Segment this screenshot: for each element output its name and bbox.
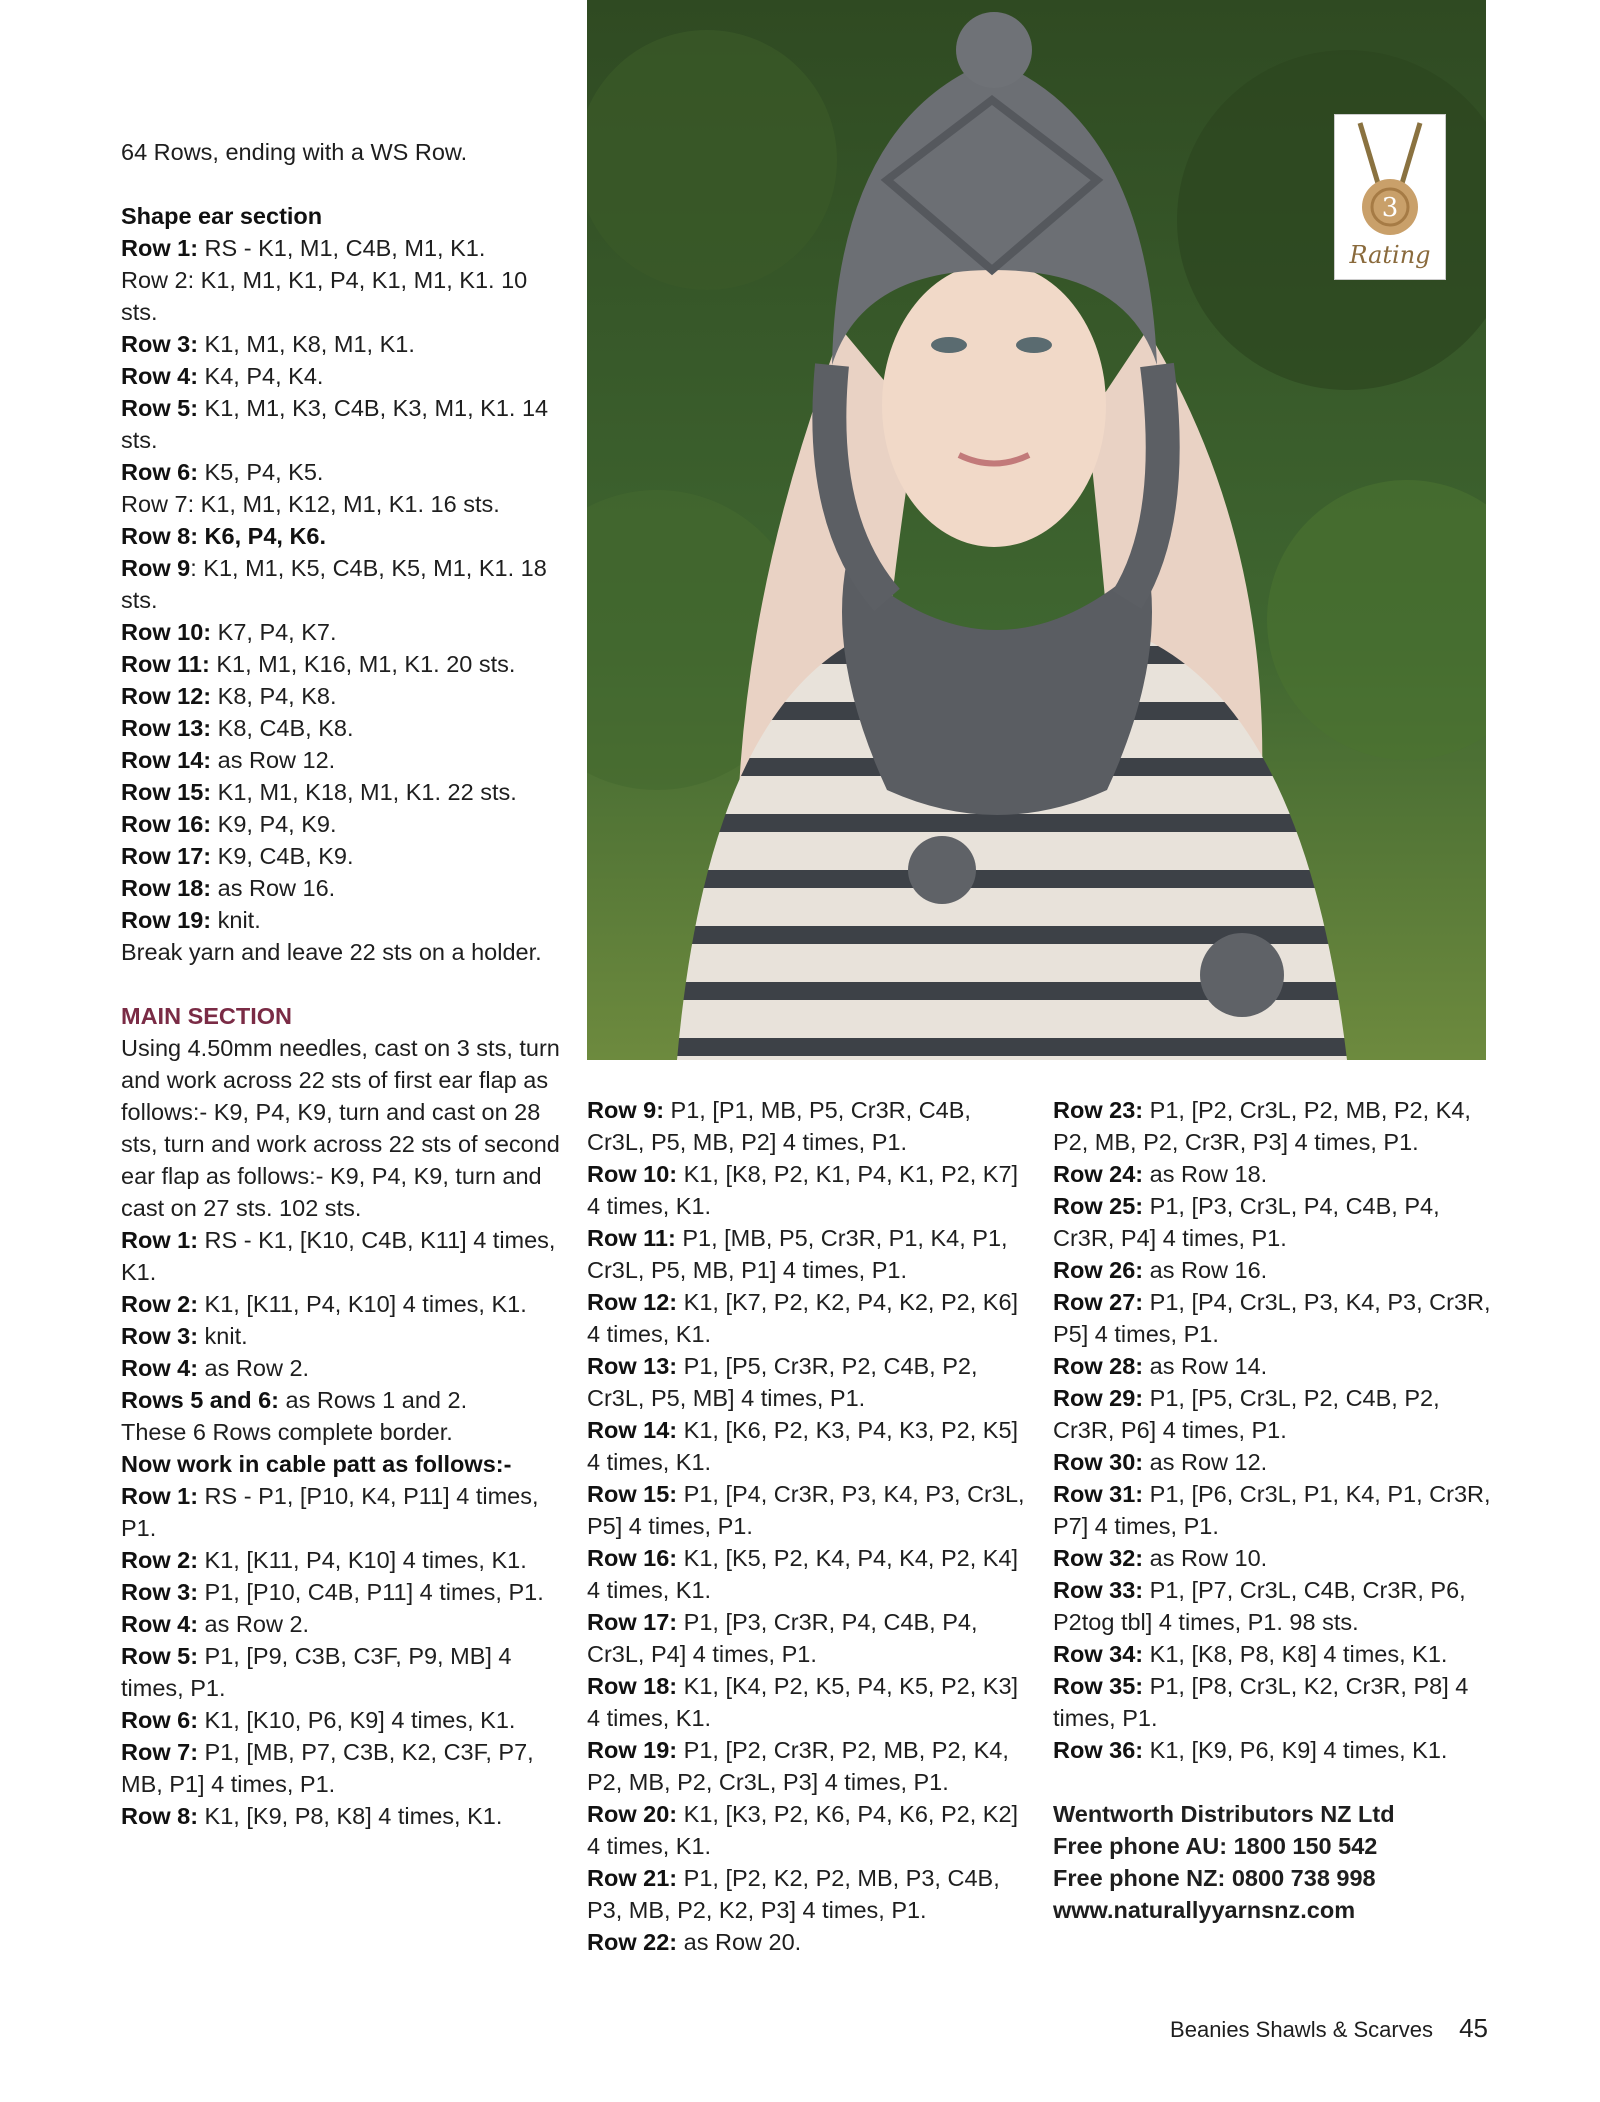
pattern-row (121, 1544, 561, 1576)
row-label: Row 1: (121, 1483, 199, 1509)
pattern-row (121, 840, 561, 872)
rating-badge-icon (1335, 115, 1445, 279)
row-label: Row 10: (587, 1161, 678, 1187)
row-instruction: K1, [K9, P8, K8] 4 times, K1. (198, 1803, 503, 1829)
pattern-row (587, 1606, 1032, 1670)
row-instruction: P1, [P2, Cr3R, P2, MB, P2, K4, P2, MB, P2, Cr3L, P3] 4 times, P1. (587, 1737, 1009, 1795)
border-rows (121, 1224, 561, 1416)
pattern-row (121, 1736, 561, 1800)
row-label: Row 4: (121, 1355, 199, 1381)
row-instruction: K1, [K11, P4, K10] 4 times, K1. (198, 1291, 527, 1317)
row-instruction: as Row 10. (1143, 1545, 1268, 1571)
row-instruction: P1, [P1, MB, P5, Cr3R, C4B, Cr3L, P5, MB, P2] 4 times, P1. (587, 1097, 971, 1155)
middle-column (587, 1094, 1032, 1958)
pattern-row (1053, 1542, 1498, 1574)
row-label: Row 4: (121, 363, 199, 389)
row-instruction: P1, [P6, Cr3L, P1, K4, P1, Cr3R, P7] 4 times, P1. (1053, 1481, 1491, 1539)
row-label: Row 18: (587, 1673, 678, 1699)
footer-title: Beanies Shawls & Scarves (1170, 2017, 1433, 2042)
row-label: Row 29: (1053, 1385, 1144, 1411)
pattern-row (121, 1800, 561, 1832)
pattern-row (121, 1224, 561, 1288)
pattern-row (1053, 1670, 1498, 1734)
row-instruction: RS - K1, [K10, C4B, K11] 4 times, K1. (121, 1227, 556, 1285)
main-intro-text: Using 4.50mm needles, cast on 3 sts, turn and work across 22 sts of first ear flap as follows:- K9, P4, K9, turn and cast on 28 sts, turn and work across 22 sts of second ear flap as follows:- K9, P4, K9, turn and cast on 27 sts. 102 sts. (121, 1035, 560, 1221)
difficulty-rating-badge (1334, 114, 1446, 280)
website-link[interactable]: www.naturallyyarnsnz.com (1053, 1897, 1356, 1923)
row-instruction: RS - K1, M1, C4B, M1, K1. (198, 235, 486, 261)
row-instruction: P1, [P10, C4B, P11] 4 times, P1. (198, 1579, 544, 1605)
row-instruction: K9, C4B, K9. (211, 843, 354, 869)
pattern-row (121, 776, 561, 808)
pattern-row (121, 264, 561, 328)
row-label: Row 26: (1053, 1257, 1144, 1283)
row-label: Row 36: (1053, 1737, 1144, 1763)
row-instruction: K4, P4, K4. (198, 363, 324, 389)
ear-heading: Shape ear section (121, 203, 323, 229)
border-note: These 6 Rows complete border. (121, 1419, 453, 1445)
row-instruction: as Row 2. (198, 1355, 310, 1381)
row-instruction: K1, M1, K8, M1, K1. (198, 331, 415, 357)
row-label: Row 25: (1053, 1193, 1144, 1219)
row-instruction: K7, P4, K7. (211, 619, 337, 645)
ear-end-text: Break yarn and leave 22 sts on a holder. (121, 939, 542, 965)
row-label: Row 15: (121, 779, 212, 805)
pattern-row (121, 648, 561, 680)
row-instruction: as Row 20. (677, 1929, 802, 1955)
row-instruction: K1, [K8, P8, K8] 4 times, K1. (1143, 1641, 1448, 1667)
row-instruction: K1, [K7, P2, K2, P4, K2, P2, K6] 4 times, K1. (587, 1289, 1019, 1347)
right-column (1053, 1094, 1498, 1926)
row-instruction: K1, M1, K3, C4B, K3, M1, K1. 14 sts. (121, 395, 549, 453)
page-number: 45 (1459, 2013, 1488, 2043)
row-label: Row 1: (121, 1227, 199, 1253)
pattern-row (121, 1320, 561, 1352)
row-label: Row 17: (587, 1609, 678, 1635)
pattern-row (121, 904, 561, 936)
row-label: Row 12: (587, 1289, 678, 1315)
pattern-row (587, 1414, 1032, 1478)
row-label: Row 19: (587, 1737, 678, 1763)
row-instruction: K1, M1, K18, M1, K1. 22 sts. (211, 779, 517, 805)
row-instruction: K1, [K6, P2, K3, P4, K3, P2, K5] 4 times, K1. (587, 1417, 1019, 1475)
row-label: Row 22: (587, 1929, 678, 1955)
pattern-row (587, 1286, 1032, 1350)
row-label: Row 34: (1053, 1641, 1144, 1667)
row-label: Row 27: (1053, 1289, 1144, 1315)
pattern-row (1053, 1382, 1498, 1446)
pattern-row (587, 1158, 1032, 1222)
pattern-row (121, 680, 561, 712)
pattern-row (121, 360, 561, 392)
row-instruction: P1, [P5, Cr3R, P2, C4B, P2, Cr3L, P5, MB] 4 times, P1. (587, 1353, 978, 1411)
pattern-row (587, 1798, 1032, 1862)
pattern-row (587, 1542, 1032, 1606)
intro-text: 64 Rows, ending with a WS Row. (121, 139, 468, 165)
row-instruction: as Row 12. (1143, 1449, 1268, 1475)
row-label: Row 31: (1053, 1481, 1144, 1507)
row-label: Row 11: (121, 651, 210, 677)
row-label: Row 2: (121, 1291, 199, 1317)
pattern-row (587, 1862, 1032, 1926)
pattern-row (587, 1478, 1032, 1542)
row-label: Row 5: (121, 395, 199, 421)
main-section-heading: MAIN SECTION (121, 1003, 293, 1029)
row-label: Row 11: (587, 1225, 676, 1251)
row-label: Row 33: (1053, 1577, 1144, 1603)
pattern-row (121, 616, 561, 648)
row-instruction: P1, [P7, Cr3L, C4B, Cr3R, P6, P2tog tbl] 4 times, P1. 98 sts. (1053, 1577, 1466, 1635)
row-instruction: P1, [P2, Cr3L, P2, MB, P2, K4, P2, MB, P2, Cr3R, P3] 4 times, P1. (1053, 1097, 1471, 1155)
pattern-row (121, 1288, 561, 1320)
pattern-row (1053, 1094, 1498, 1158)
row-label: Row 6: (121, 1707, 199, 1733)
row-instruction: Row 2: K1, M1, K1, P4, K1, M1, K1. 10 sts. (121, 267, 528, 325)
rating-level: 3 (1381, 193, 1399, 223)
pattern-row (121, 1608, 561, 1640)
row-instruction: P1, [P9, C3B, C3F, P9, MB] 4 times, P1. (121, 1643, 512, 1701)
row-label: Row 4: (121, 1611, 199, 1637)
pattern-row (1053, 1478, 1498, 1542)
ear-rows (121, 232, 561, 936)
rating-label: Rating (1349, 241, 1431, 269)
row-label: Row 20: (587, 1801, 678, 1827)
row-instruction: K1, [K9, P6, K9] 4 times, K1. (1143, 1737, 1448, 1763)
row-label: Row 1: (121, 235, 199, 261)
pattern-row (121, 392, 561, 456)
row-instruction: K1, [K10, P6, K9] 4 times, K1. (198, 1707, 516, 1733)
row-label: Row 16: (121, 811, 212, 837)
left-column (121, 136, 561, 1832)
row-label: Row 7: (121, 1739, 199, 1765)
row-label: Row 21: (587, 1865, 678, 1891)
row-instruction: as Row 2. (198, 1611, 310, 1637)
row-instruction: K1, M1, K16, M1, K1. 20 sts. (209, 651, 516, 677)
row-instruction: K1, [K5, P2, K4, P4, K4, P2, K4] 4 times, K1. (587, 1545, 1019, 1603)
row-instruction: K8, C4B, K8. (211, 715, 354, 741)
row-instruction: as Row 14. (1143, 1353, 1268, 1379)
pattern-row (1053, 1286, 1498, 1350)
row-instruction: P1, [P8, Cr3L, K2, Cr3R, P8] 4 times, P1. (1053, 1673, 1469, 1731)
pattern-row (121, 1352, 561, 1384)
row-instruction: K1, [K11, P4, K10] 4 times, K1. (198, 1547, 527, 1573)
pattern-row (1053, 1190, 1498, 1254)
pattern-row (1053, 1638, 1498, 1670)
row-label: Row 5: (121, 1643, 199, 1669)
row-label: Row 3: (121, 1323, 199, 1349)
pattern-row (121, 232, 561, 264)
row-instruction: P1, [P5, Cr3L, P2, C4B, P2, Cr3R, P6] 4 times, P1. (1053, 1385, 1440, 1443)
row-label: Row 19: (121, 907, 212, 933)
pattern-row (1053, 1254, 1498, 1286)
cable-heading: Now work in cable patt as follows:- (121, 1451, 512, 1477)
row-instruction: P1, [P4, Cr3R, P3, K4, P3, Cr3L, P5] 4 times, P1. (587, 1481, 1025, 1539)
row-instruction: K1, [K8, P2, K1, P4, K1, P2, K7] 4 times, K1. (587, 1161, 1019, 1219)
row-label: Row 3: (121, 1579, 199, 1605)
row-instruction: K1, [K4, P2, K5, P4, K5, P2, K3] 4 times, K1. (587, 1673, 1019, 1731)
pattern-row (1053, 1446, 1498, 1478)
row-instruction: Row 7: K1, M1, K12, M1, K1. 16 sts. (121, 491, 500, 517)
row-instruction: K9, P4, K9. (211, 811, 337, 837)
row-label: Row 28: (1053, 1353, 1144, 1379)
row-instruction: P1, [P3, Cr3R, P4, C4B, P4, Cr3L, P4] 4 times, P1. (587, 1609, 978, 1667)
row-instruction: RS - P1, [P10, K4, P11] 4 times, P1. (121, 1483, 539, 1541)
row-label: Row 35: (1053, 1673, 1144, 1699)
row-instruction: P1, [MB, P5, Cr3R, P1, K4, P1, Cr3L, P5, MB, P1] 4 times, P1. (587, 1225, 1008, 1283)
row-label: Row 6: (121, 459, 199, 485)
row-label: Row 30: (1053, 1449, 1144, 1475)
row-instruction: knit. (198, 1323, 248, 1349)
right-rows (1053, 1094, 1498, 1766)
row-label: Row 14: (121, 747, 212, 773)
pattern-row (121, 712, 561, 744)
pattern-row (587, 1222, 1032, 1286)
phone-au: Free phone AU: 1800 150 542 (1053, 1833, 1378, 1859)
pattern-row (587, 1094, 1032, 1158)
pattern-row (1053, 1158, 1498, 1190)
row-label: Row 16: (587, 1545, 678, 1571)
row-instruction: K8, P4, K8. (211, 683, 337, 709)
row-label: Row 2: (121, 1547, 199, 1573)
row-instruction: : K1, M1, K5, C4B, K5, M1, K1. 18 sts. (121, 555, 547, 613)
row-label: Row 18: (121, 875, 212, 901)
pattern-row (121, 328, 561, 360)
row-instruction: K1, [K3, P2, K6, P4, K6, P2, K2] 4 times, K1. (587, 1801, 1019, 1859)
pattern-row (121, 1576, 561, 1608)
phone-nz: Free phone NZ: 0800 738 998 (1053, 1865, 1376, 1891)
pattern-row (121, 520, 561, 552)
pattern-row (121, 1640, 561, 1704)
middle-rows (587, 1094, 1032, 1958)
page-footer (1170, 2013, 1488, 2044)
pattern-row (587, 1734, 1032, 1798)
row-instruction: as Row 16. (1143, 1257, 1268, 1283)
pattern-row (121, 1480, 561, 1544)
pattern-row (121, 744, 561, 776)
row-label: Row 8: (121, 1803, 199, 1829)
cable-rows (121, 1480, 561, 1832)
row-instruction: P1, [MB, P7, C3B, K2, C3F, P7, MB, P1] 4 times, P1. (121, 1739, 534, 1797)
pattern-row (587, 1670, 1032, 1734)
row-instruction: as Row 18. (1143, 1161, 1268, 1187)
row-label: Row 32: (1053, 1545, 1144, 1571)
row-label: Row 8: K6, P4, K6. (121, 523, 327, 549)
pattern-row (1053, 1350, 1498, 1382)
row-label: Rows 5 and 6: (121, 1387, 280, 1413)
row-label: Row 12: (121, 683, 212, 709)
row-label: Row 9: (587, 1097, 665, 1123)
pattern-row (121, 872, 561, 904)
row-instruction: K5, P4, K5. (198, 459, 324, 485)
row-instruction: as Rows 1 and 2. (279, 1387, 468, 1413)
row-label: Row 9 (121, 555, 191, 581)
pattern-row (587, 1926, 1032, 1958)
row-label: Row 23: (1053, 1097, 1144, 1123)
pattern-row (1053, 1734, 1498, 1766)
row-label: Row 10: (121, 619, 212, 645)
pattern-row (587, 1350, 1032, 1414)
row-instruction: as Row 16. (211, 875, 336, 901)
row-label: Row 13: (121, 715, 212, 741)
row-label: Row 3: (121, 331, 199, 357)
row-instruction: P1, [P4, Cr3L, P3, K4, P3, Cr3R, P5] 4 times, P1. (1053, 1289, 1491, 1347)
pattern-row (121, 808, 561, 840)
pattern-row (121, 1384, 561, 1416)
row-instruction: P1, [P3, Cr3L, P4, C4B, P4, Cr3R, P4] 4 times, P1. (1053, 1193, 1440, 1251)
row-instruction: as Row 12. (211, 747, 336, 773)
row-label: Row 15: (587, 1481, 678, 1507)
row-label: Row 13: (587, 1353, 678, 1379)
row-label: Row 17: (121, 843, 212, 869)
pattern-row (121, 456, 561, 488)
row-label: Row 24: (1053, 1161, 1144, 1187)
pattern-row (1053, 1574, 1498, 1638)
pattern-row (121, 488, 561, 520)
row-label: Row 14: (587, 1417, 678, 1443)
row-instruction: knit. (211, 907, 261, 933)
row-instruction: P1, [P2, K2, P2, MB, P3, C4B, P3, MB, P2, K2, P3] 4 times, P1. (587, 1865, 1000, 1923)
pattern-row (121, 552, 561, 616)
company-name: Wentworth Distributors NZ Ltd (1053, 1801, 1395, 1827)
pattern-row (121, 1704, 561, 1736)
